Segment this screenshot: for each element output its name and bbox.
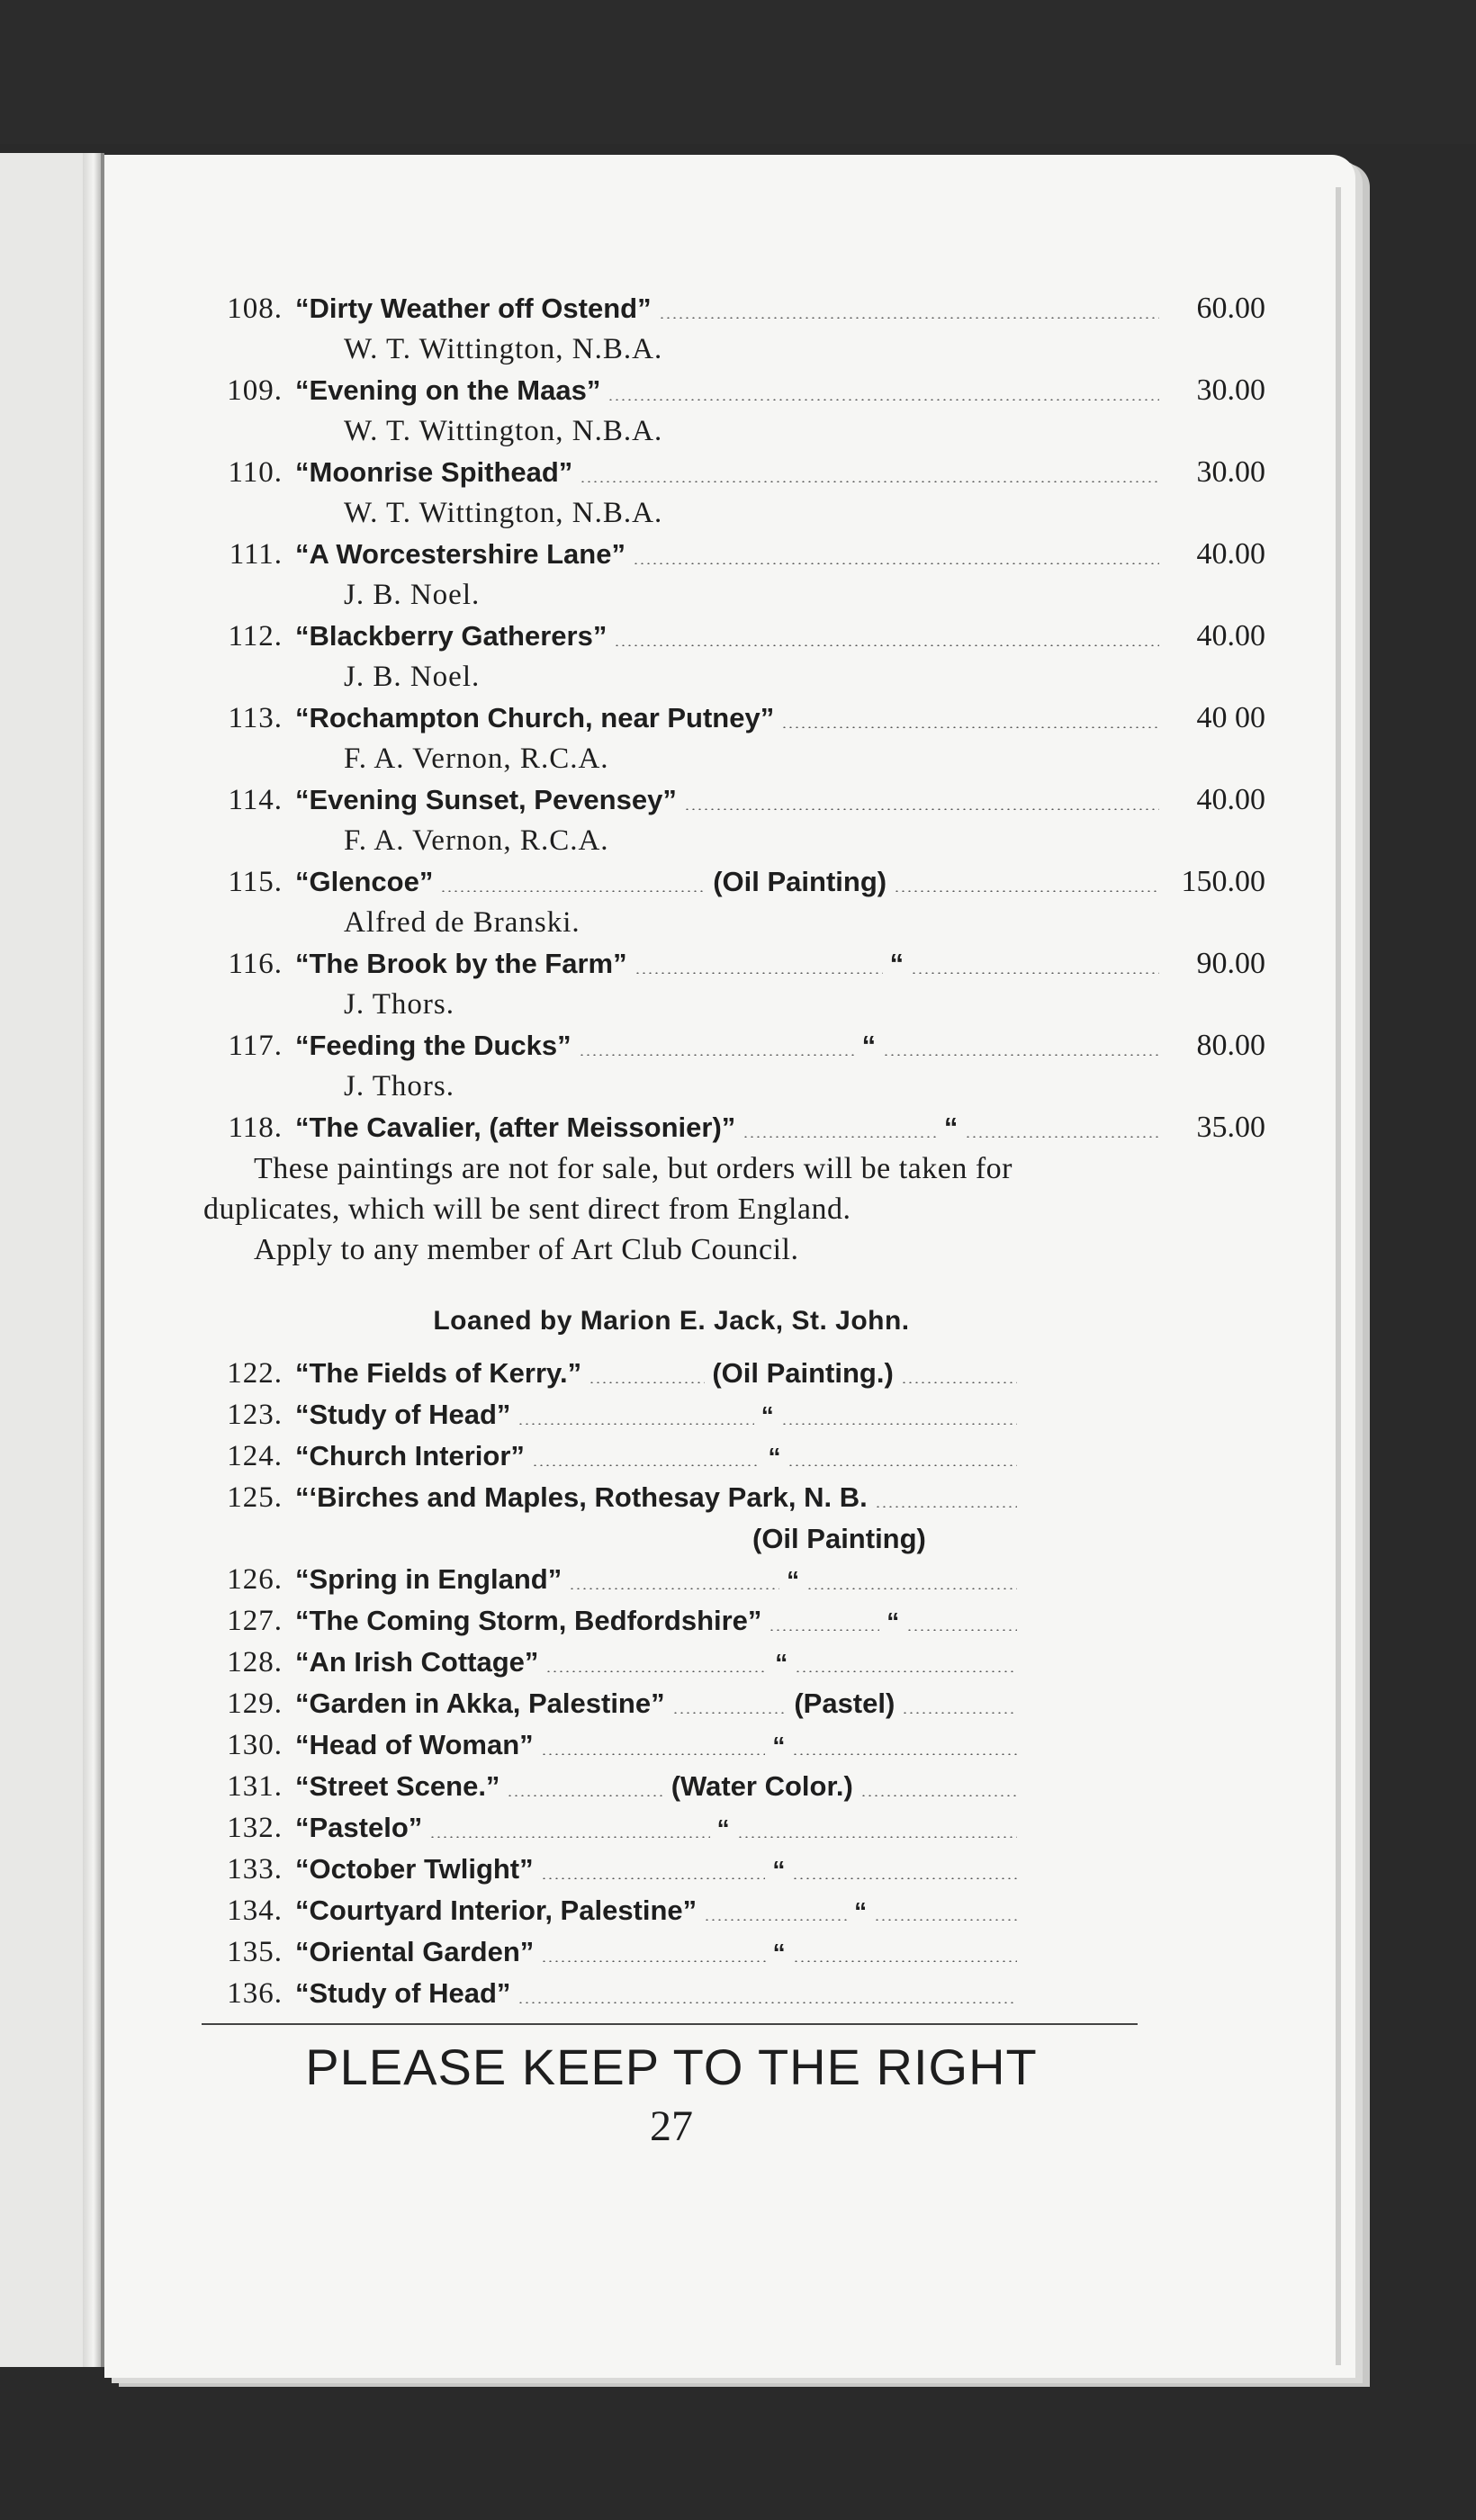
entry-medium: (Oil Painting) [752, 1523, 926, 1554]
loaned-entry [203, 1973, 1024, 2014]
entry-number: 117. [228, 1030, 283, 1062]
entry-price: 35.00 [1196, 1111, 1265, 1144]
catalogue-entry [203, 779, 1265, 821]
dot-leader [874, 1919, 1017, 1921]
loaned-entry [203, 1807, 1024, 1849]
loaned-entry [203, 1477, 1024, 1518]
entry-title: “Oriental Garden” [295, 1936, 535, 1967]
entry-number: 122. [227, 1357, 283, 1390]
entry-price: 30.00 [1196, 455, 1265, 489]
entry-medium: “ [861, 1030, 877, 1061]
entry-number: 133. [227, 1853, 283, 1886]
catalogue-entry [203, 288, 1265, 329]
loaned-entry [203, 1849, 1024, 1890]
page-stack-edge [1336, 187, 1341, 2365]
catalogue-entry [203, 616, 1265, 657]
entry-number: 131. [227, 1770, 283, 1803]
entry-number: 124. [227, 1440, 283, 1472]
entry-artist: W. T. Wittington, N.B.A. [344, 333, 663, 365]
dot-leader [737, 1836, 1017, 1838]
entry-title: “The Brook by the Farm” [295, 948, 627, 979]
dot-leader [579, 1054, 855, 1056]
catalogue-page [104, 155, 1355, 2378]
divider-rule [202, 2023, 1138, 2025]
loaned-entry [203, 1600, 1024, 1642]
entry-title: “‘Birches and Maples, Rothesay Park, N. B. [295, 1481, 868, 1513]
entry-number: 115. [228, 866, 283, 898]
entry-title: “Evening on the Maas” [295, 374, 601, 406]
catalogue-entry [203, 370, 1265, 411]
entry-number: 118. [228, 1112, 283, 1144]
entry-artist: J. B. Noel. [344, 579, 481, 611]
loaned-entry [203, 1559, 1024, 1600]
entry-number: 136. [227, 1977, 283, 2010]
entry-title: “The Fields of Kerry.” [295, 1357, 582, 1389]
dot-leader [792, 1877, 1017, 1879]
entry-title: “October Twlight” [295, 1853, 534, 1885]
entry-artist: Alfred de Branski. [344, 906, 580, 939]
dot-leader [532, 1464, 761, 1466]
entry-number: 109. [227, 374, 283, 407]
entry-artist: F. A. Vernon, R.C.A. [344, 742, 609, 775]
loaned-entry [203, 1436, 1024, 1477]
dot-leader [860, 1795, 1017, 1796]
note-line-1: These paintings are not for sale, but orders will be taken for [254, 1152, 1012, 1185]
entry-artist: F. A. Vernon, R.C.A. [344, 824, 609, 857]
dot-leader [769, 1629, 879, 1631]
dot-leader [795, 1670, 1017, 1672]
entry-number: 134. [227, 1894, 283, 1927]
entry-medium: “ [768, 1443, 781, 1471]
dot-leader [440, 890, 706, 892]
catalogue-entry [203, 698, 1265, 739]
entry-price: 80.00 [1196, 1029, 1266, 1062]
entry-price: 90.00 [1196, 947, 1266, 980]
dot-leader [875, 1506, 1017, 1508]
dot-leader [901, 1382, 1017, 1383]
dot-leader [906, 1629, 1017, 1631]
loaned-entry [203, 1724, 1024, 1766]
dot-leader [793, 1960, 1017, 1962]
entry-medium: “ [772, 1732, 786, 1760]
dot-leader [659, 317, 1159, 319]
spine-curl [83, 153, 101, 2367]
entry-price: 150.00 [1181, 865, 1266, 898]
entry-title: “Pastelo” [295, 1812, 423, 1843]
dot-leader [541, 1753, 766, 1755]
entry-number: 127. [227, 1605, 283, 1637]
page-content [203, 288, 1265, 2151]
loan-heading: Loaned by Marion E. Jack, St. John. [433, 1306, 910, 1336]
loaned-entry [203, 1394, 1024, 1436]
loaned-entry [203, 1353, 1024, 1394]
entry-number: 111. [229, 538, 283, 571]
entry-price: 40 00 [1196, 701, 1265, 734]
dot-leader [672, 1712, 788, 1714]
loaned-entry [203, 1890, 1024, 1931]
entry-title: “Blackberry Gatherers” [295, 620, 608, 652]
priced-list [203, 288, 1265, 1148]
catalogue-entry [203, 1107, 1265, 1148]
entry-number: 128. [227, 1646, 283, 1678]
entry-number: 126. [227, 1563, 283, 1596]
dot-leader [614, 644, 1159, 646]
catalogue-entry [203, 861, 1265, 903]
entry-title: “Courtyard Interior, Palestine” [295, 1894, 698, 1926]
page-number: 27 [650, 2102, 693, 2150]
dot-leader [507, 1795, 663, 1796]
entry-medium: “ [943, 1112, 958, 1143]
entry-title: “The Cavalier, (after Meissonier)” [295, 1112, 736, 1143]
entry-title: “Head of Woman” [295, 1729, 534, 1760]
dot-leader [569, 1588, 779, 1589]
entry-title: “A Worcestershire Lane” [295, 538, 626, 570]
catalogue-entry [203, 452, 1265, 493]
entry-price: 40.00 [1196, 619, 1265, 652]
entry-number: 116. [228, 948, 283, 980]
entry-title: “Street Scene.” [295, 1770, 500, 1802]
entry-medium: “ [772, 1856, 786, 1884]
catalogue-entry [203, 943, 1265, 985]
entry-medium: (Oil Painting) [713, 866, 887, 897]
loaned-entry [203, 1642, 1024, 1683]
dot-leader [894, 890, 1159, 892]
dot-leader [634, 972, 883, 974]
entry-number: 130. [227, 1729, 283, 1761]
dot-leader [541, 1960, 765, 1962]
entry-medium: “ [716, 1814, 730, 1842]
entry-price: 40.00 [1196, 783, 1265, 816]
dot-leader [518, 1423, 753, 1425]
dot-leader [788, 1464, 1017, 1466]
entry-title: “Evening Sunset, Pevensey” [295, 784, 677, 815]
entry-title: “Glencoe” [295, 866, 434, 897]
dot-leader [608, 399, 1159, 400]
facing-page-edge [0, 153, 104, 2367]
background [0, 0, 1476, 144]
entry-title: “Dirty Weather off Ostend” [295, 292, 652, 324]
entry-medium: “ [854, 1897, 868, 1925]
entry-title: “Moonrise Spithead” [295, 456, 573, 488]
entry-number: 123. [227, 1399, 283, 1431]
entry-title: “Rochampton Church, near Putney” [295, 702, 775, 734]
entry-artist: J. B. Noel. [344, 661, 481, 693]
dot-leader [965, 1136, 1159, 1138]
loaned-entry [203, 1931, 1024, 1973]
entry-medium: “ [886, 1607, 900, 1635]
entry-medium: “ [772, 1939, 786, 1966]
dot-leader [580, 481, 1159, 482]
entry-number: 110. [228, 456, 283, 489]
footer-notice: PLEASE KEEP TO THE RIGHT [305, 2038, 1038, 2095]
entry-title: “Study of Head” [295, 1977, 511, 2009]
entry-medium: (Water Color.) [670, 1770, 853, 1802]
entry-number: 113. [228, 702, 283, 734]
entry-title: “Study of Head” [295, 1399, 511, 1430]
dot-leader [633, 562, 1159, 564]
catalogue-entry [203, 534, 1265, 575]
entry-medium: “ [889, 948, 904, 979]
entry-medium: (Oil Painting.) [712, 1357, 894, 1389]
note-line-2: duplicates, which will be sent direct from England. [203, 1192, 851, 1226]
dot-leader [684, 808, 1159, 810]
loaned-entry [203, 1683, 1024, 1724]
entry-price: 30.00 [1196, 374, 1265, 407]
dot-leader [911, 972, 1159, 974]
entry-title: “Feeding the Ducks” [295, 1030, 572, 1061]
entry-price: 40.00 [1196, 537, 1265, 571]
dot-leader [781, 1423, 1017, 1425]
entry-title: “Garden in Akka, Palestine” [295, 1688, 665, 1719]
dot-leader [742, 1136, 937, 1138]
dot-leader [883, 1054, 1159, 1056]
entry-number: 112. [228, 620, 283, 652]
note-line-3: Apply to any member of Art Club Council. [254, 1233, 799, 1266]
entry-artist: W. T. Wittington, N.B.A. [344, 415, 663, 447]
dot-leader [541, 1877, 766, 1879]
entry-medium: (Pastel) [794, 1688, 896, 1719]
dot-leader [704, 1919, 847, 1921]
entry-number: 108. [227, 292, 283, 325]
dot-leader [902, 1712, 1017, 1714]
entry-title: “Church Interior” [295, 1440, 525, 1472]
entry-price: 60.00 [1196, 292, 1265, 325]
entry-number: 135. [227, 1936, 283, 1968]
dot-leader [518, 2002, 1017, 2003]
entry-medium: “ [787, 1566, 800, 1594]
dot-leader [792, 1753, 1017, 1755]
entry-artist: J. Thors. [344, 988, 454, 1021]
entry-number: 132. [227, 1812, 283, 1844]
entry-medium: “ [775, 1649, 788, 1677]
entry-number: 114. [228, 784, 283, 816]
dot-leader [806, 1588, 1017, 1589]
dot-leader [545, 1670, 768, 1672]
entry-title: “Spring in England” [295, 1563, 562, 1595]
dot-leader [781, 726, 1159, 728]
entry-title: “An Irish Cottage” [295, 1646, 539, 1678]
entry-title: “The Coming Storm, Bedfordshire” [295, 1605, 762, 1636]
entry-artist: J. Thors. [344, 1070, 454, 1102]
catalogue-entry [203, 1025, 1265, 1066]
loaned-list [203, 1353, 1265, 2014]
entry-number: 129. [227, 1688, 283, 1720]
entry-medium-line [203, 1518, 1024, 1559]
loaned-entry [203, 1766, 1024, 1807]
entry-artist: W. T. Wittington, N.B.A. [344, 497, 663, 529]
dot-leader [429, 1836, 709, 1838]
entry-medium: “ [760, 1401, 774, 1429]
dot-leader [589, 1382, 705, 1383]
entry-number: 125. [227, 1481, 283, 1514]
